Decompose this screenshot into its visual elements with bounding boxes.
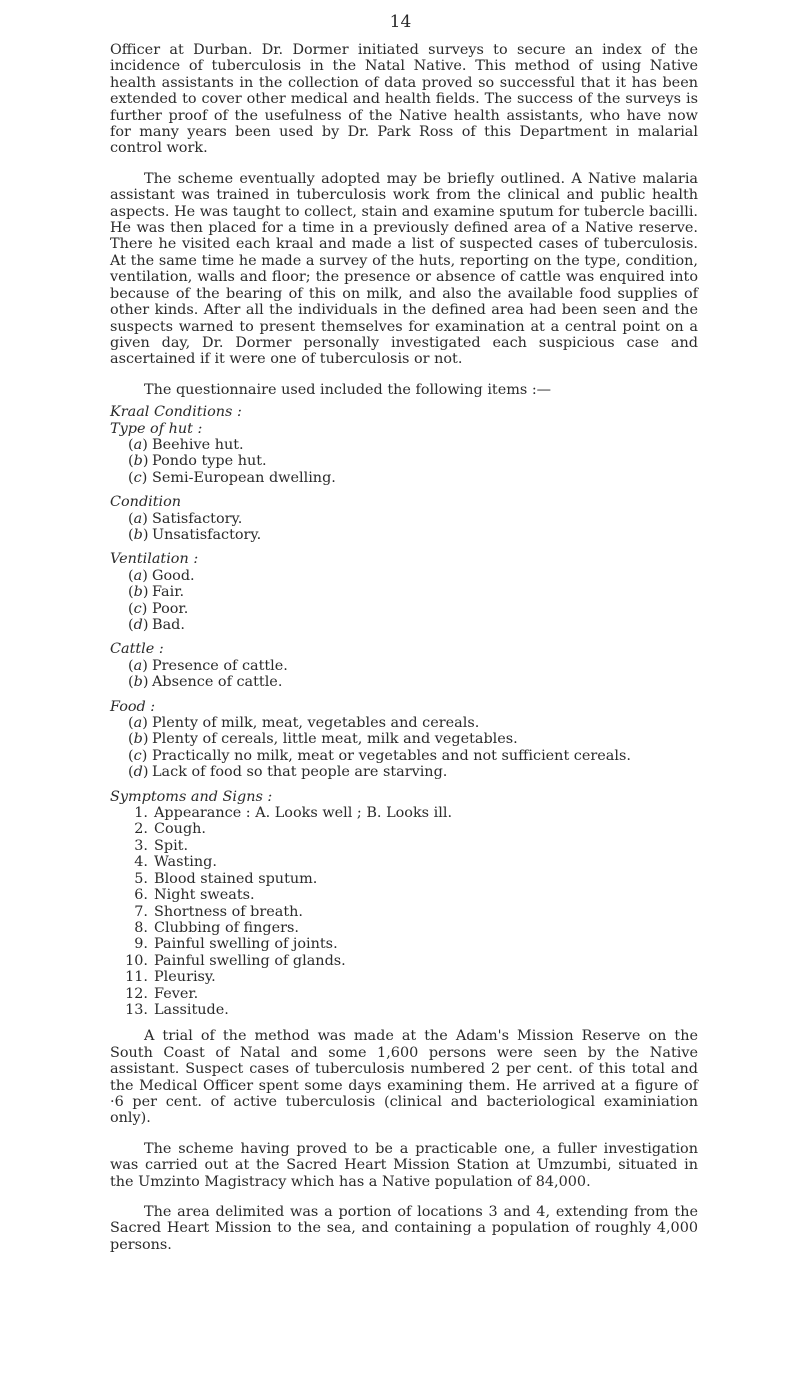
paragraph-trial: A trial of the method was made at the Adam's Mission Reserve on the South Coast of Natal and some 1,600 persons were seen by the Native assistant. Suspect cases of tuberculosis numbered 2 per cent. of this total and the Medical Officer spent some days examining them. He arrived at a figure of ·6 per cent. of active tuberculosis (clinical and bacteriological examiniation only). [110,1028,698,1127]
paragraph-questionnaire-intro: The questionnaire used included the following items :— [144,381,552,398]
page-content [110,42,698,1267]
list-item: (b) Pondo type hut. [128,453,267,470]
list-item: (a) Satisfactory. [128,510,243,527]
symptoms-heading: Symptoms and Signs : [110,788,273,805]
list-item: 6. Night sweats. [134,887,255,904]
paragraph-intro: Officer at Durban. Dr. Dormer initiated surveys to secure an index of the incidence of tuberculosis in the Natal Native. This method of using Native health assistants in the collection of data proved so successful that it has been extended to cover other medical and health fields. The success of the surveys is further proof of the usefulness of the Native health assistants, who have now for many years been used by Dr. Park Ross of this Department in malarial control work. [110,42,698,157]
list-item: 7. Shortness of breath. [134,903,303,920]
paragraph-scheme: The scheme eventually adopted may be briefly outlined. A Native malaria assistant was trained in tuberculosis work from the clinical and public health aspects. He was taught to collect, stain and examine sputum for tubercle bacilli. He was then placed for a time in a previously defined area of a Native reserve. There he visited each kraal and made a list of suspected cases of tuberculosis. At the same time he made a survey of the huts, reporting on the type, condition, ventilation, walls and floor; the presence or absence of cattle was enquired into because of the bearing of this on milk, and also the available food supplies of other kinds. After all the individuals in the defined area had been seen and the suspects warned to present themselves for examination at a central point on a given day, Dr. Dormer personally investigated each suspicious case and ascertained if it were one of tuberculosis or not. [110,170,698,368]
list-item: (b) Fair. [128,584,185,601]
list-item: (b) Unsatisfactory. [128,526,262,543]
list-item: 1. Appearance : A. Looks well ; B. Looks ill. [134,805,453,822]
cattle-list [128,658,698,691]
list-item: (b) Absence of cattle. [128,674,283,691]
list-item: 11. Pleurisy. [125,969,216,986]
hut-type-list [128,437,698,486]
list-item: (b) Plenty of cereals, little meat, milk and vegetables. [128,731,518,748]
list-item: (c) Practically no milk, meat or vegetables and not sufficient cereals. [128,747,631,764]
list-item: 5. Blood stained sputum. [134,870,318,887]
list-item: 9. Painful swelling of joints. [134,936,338,953]
list-item: (a) Plenty of milk, meat, vegetables and cereals. [128,715,480,732]
list-item: 4. Wasting. [134,854,217,871]
list-item: (a) Presence of cattle. [128,657,288,674]
list-item: (d) Bad. [128,617,185,633]
ventilation-list [128,568,698,634]
list-item: 3. Spit. [134,837,189,854]
list-item: 2. Cough. [134,821,206,838]
kraal-conditions-heading: Kraal Conditions : [110,404,242,421]
ventilation-heading: Ventilation : [110,551,199,568]
condition-heading: Condition [110,494,182,511]
list-item: (c) Semi-European dwelling. [128,469,336,486]
list-item: (a) Good. [128,567,195,584]
hut-type-heading: Type of hut : [110,420,203,437]
condition-list [128,511,698,544]
list-item: 12. Fever. [125,985,199,1002]
list-item: 10. Painful swelling of glands. [125,952,346,969]
list-item: 8. Clubbing of fingers. [134,919,299,936]
list-item: 13. Lassitude. [125,1001,229,1018]
questionnaire [110,404,698,1018]
list-item: (d) Lack of food so that people are starving. [128,764,448,781]
food-list [128,715,698,781]
list-item: (c) Poor. [128,600,189,617]
page-number: 14 [389,12,412,32]
symptoms-list [110,805,698,1018]
paragraph-area: The area delimited was a portion of locations 3 and 4, extending from the Sacred Heart Mission to the sea, and containing a population of roughly 4,000 persons. [110,1204,698,1253]
paragraph-fuller-investigation: The scheme having proved to be a practicable one, a fuller investigation was carried out at the Sacred Heart Mission Station at Umzumbi, situated in the Umzinto Magistracy which has a Native population of 84,000. [110,1140,698,1190]
list-item: (a) Beehive hut. [128,436,244,453]
cattle-heading: Cattle : [110,641,164,658]
food-heading: Food : [110,698,156,715]
